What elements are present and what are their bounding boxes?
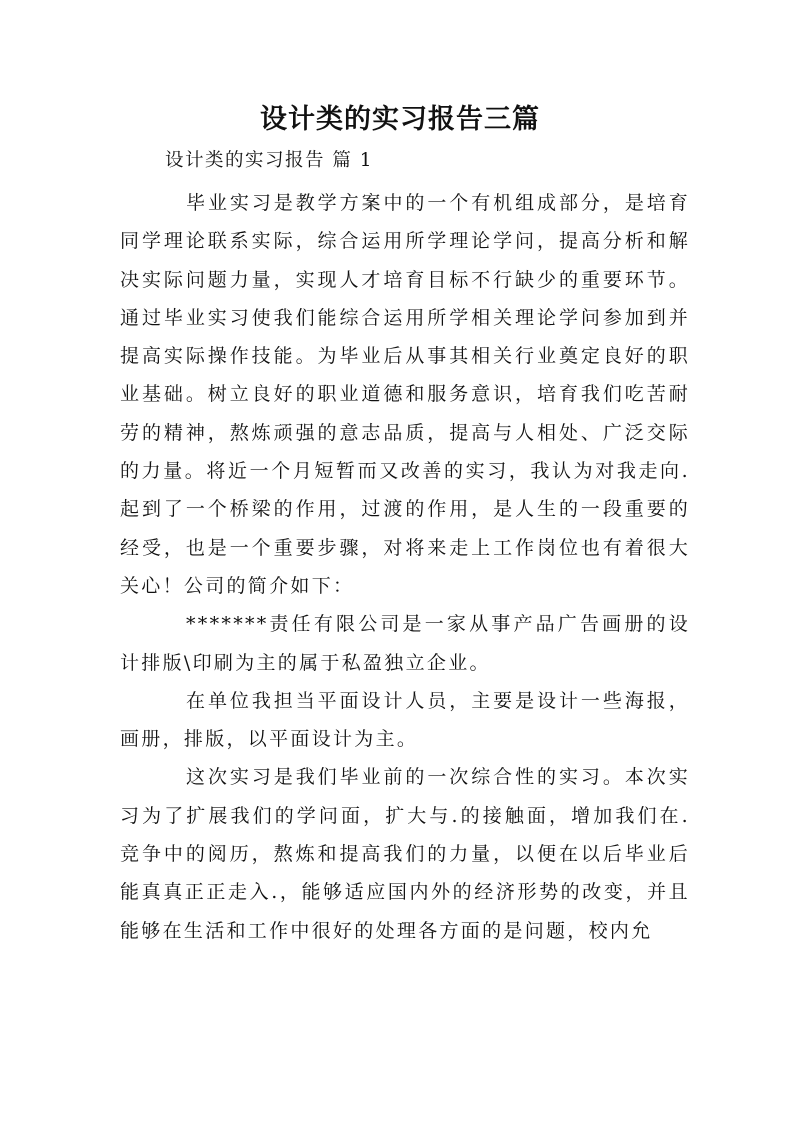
- document-body: [120, 184, 690, 950]
- document-title: 设计类的实习报告三篇: [260, 104, 540, 135]
- paragraph-purpose: 这次实习是我们毕业前的一次综合性的实习。本次实习为了扩展我们的学问面，扩大与.的接触面，增加我们在.竞争中的阅历，熬炼和提高我们的力量，以便在以后毕业后能真真正正走入.，能够适应国内外的经济形势的改变，并且能够在生活和工作中很好的处理各方面的是问题，校内允: [120, 766, 690, 942]
- paragraph-company: *******责任有限公司是一家从事产品广告画册的设计排版\印刷为主的属于私盈独立企业。: [120, 613, 690, 674]
- section-heading: 设计类的实习报告 篇 1: [165, 150, 374, 171]
- paragraph-intro: 毕业实习是教学方案中的一个有机组成部分，是培育同学理论联系实际，综合运用所学理论学问，提高分析和解决实际问题力量，实现人才培育目标不行缺少的重要环节。通过毕业实习使我们能综合运用所学相关理论学问参加到并提高实际操作技能。为毕业后从事其相关行业奠定良好的职业基础。树立良好的职业道德和服务意识，培育我们吃苦耐劳的精神，熬炼顽强的意志品质，提高与人相处、广泛交际的力量。将近一个月短暂而又改善的实习，我认为对我走向.起到了一个桥梁的作用，过渡的作用，是人生的一段重要的经受，也是一个重要步骤，对将来走上工作岗位也有着很大关心！公司的简介如下：: [120, 192, 690, 597]
- paragraph-role: 在单位我担当平面设计人员，主要是设计一些海报，画册，排版，以平面设计为主。: [120, 689, 690, 751]
